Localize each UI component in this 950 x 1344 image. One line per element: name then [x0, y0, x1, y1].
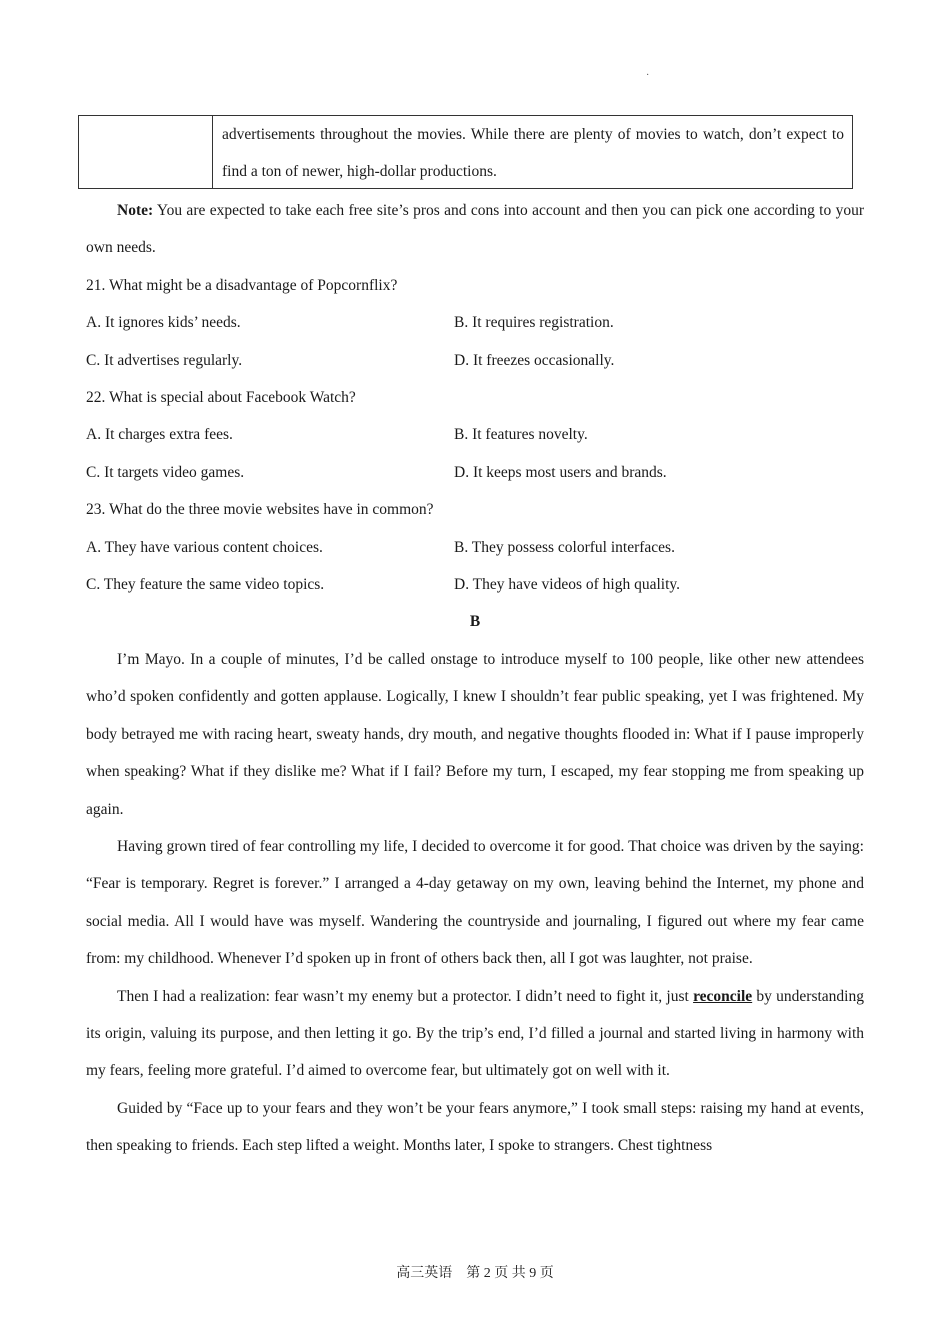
table-cell-text: advertisements throughout the movies. While there are plenty of movies to watch, don’t expect to find a ton of newer, high-dollar productions.: [222, 126, 844, 180]
question-21-options-row-1: [86, 304, 864, 341]
paragraph-3-before: Then I had a realization: fear wasn’t my enemy but a protector. I didn’t need to fight it, just: [117, 987, 694, 1005]
page-footer: 高三英语 第 2 页 共 9 页: [396, 1266, 554, 1281]
passage-paragraph-1: I’m Mayo. In a couple of minutes, I’d be called onstage to introduce myself to 100 people, like other new attendees who’d spoken confidently and gotten applause. Logically, I knew I shouldn’t fear public speaking, yet I was frightened. My body betrayed me with racing heart, sweaty hands, dry mouth, and negative thoughts flooded in: What if I pause improperly when speaking? What if they dislike me? What if I fail? Before my turn, I escaped, my fear stopping me from speaking up again.: [86, 650, 864, 818]
table-column-divider: [212, 116, 213, 188]
question-22-option-a: A. It charges extra fees.: [86, 426, 233, 444]
note-paragraph: [86, 192, 864, 267]
question-21-option-c: C. It advertises regularly.: [86, 351, 243, 369]
question-21-options-row-2: [86, 342, 864, 379]
section-heading: B: [469, 613, 481, 631]
question-21-stem: 21. What might be a disadvantage of Popcornflix?: [86, 276, 398, 294]
question-23-option-d: D. They have videos of high quality.: [454, 576, 680, 594]
question-23-options-row-2: [86, 566, 864, 603]
question-23-options-row-1: [86, 529, 864, 566]
passage-paragraph-4: Guided by “Face up to your fears and they won’t be your fears anymore,” I took small steps: raising my hand at events, then speaking to friends. Each step lifted a weight. Months later, I spoke to strangers. Chest tightness: [86, 1099, 864, 1155]
question-21-option-b: B. It requires registration.: [454, 314, 614, 332]
question-22-stem: 22. What is special about Facebook Watch?: [86, 389, 356, 407]
underlined-keyword: reconcile: [693, 987, 753, 1005]
question-22-options-row-2: [86, 454, 864, 491]
question-21-option-a: A. It ignores kids’ needs.: [86, 314, 241, 332]
document-body: [86, 192, 864, 1165]
question-23-option-b: B. They possess colorful interfaces.: [454, 538, 675, 556]
note-label: Note:: [117, 202, 154, 219]
paragraph-3-after: by understanding its origin, valuing its purpose, and then letting it go. By the trip’s end, I’d filled a journal and started living in harmony with my fears, feeling more grateful. I’d aimed to overcome fear, but ultimately got on well with it.: [86, 987, 864, 1080]
question-22-option-c: C. It targets video games.: [86, 463, 245, 481]
question-22-options-row-1: [86, 416, 864, 453]
header-mark: ·: [646, 70, 650, 81]
passage-paragraph-3: [86, 978, 864, 1090]
passage-paragraph-2: Having grown tired of fear controlling my life, I decided to overcome it for good. That choice was driven by the saying: “Fear is temporary. Regret is forever.” I arranged a 4-day getaway on my own, leaving behind the Internet, my phone and social media. All I would have was myself. Wandering the countryside and journaling, I figured out where my fear came from: my childhood. Whenever I’d spoken up in front of others back then, all I got was laughter, not praise.: [86, 837, 864, 968]
info-table: [78, 115, 853, 189]
question-22-option-b: B. It features novelty.: [454, 426, 588, 444]
question-23-option-a: A. They have various content choices.: [86, 538, 323, 556]
question-23-option-c: C. They feature the same video topics.: [86, 576, 325, 594]
question-22-option-d: D. It keeps most users and brands.: [454, 463, 667, 481]
question-23-stem: 23. What do the three movie websites have in common?: [86, 501, 434, 519]
question-21-option-d: D. It freezes occasionally.: [454, 351, 615, 369]
note-text: You are expected to take each free site’s pros and cons into account and then you can pick one according to your own needs.: [86, 202, 864, 257]
